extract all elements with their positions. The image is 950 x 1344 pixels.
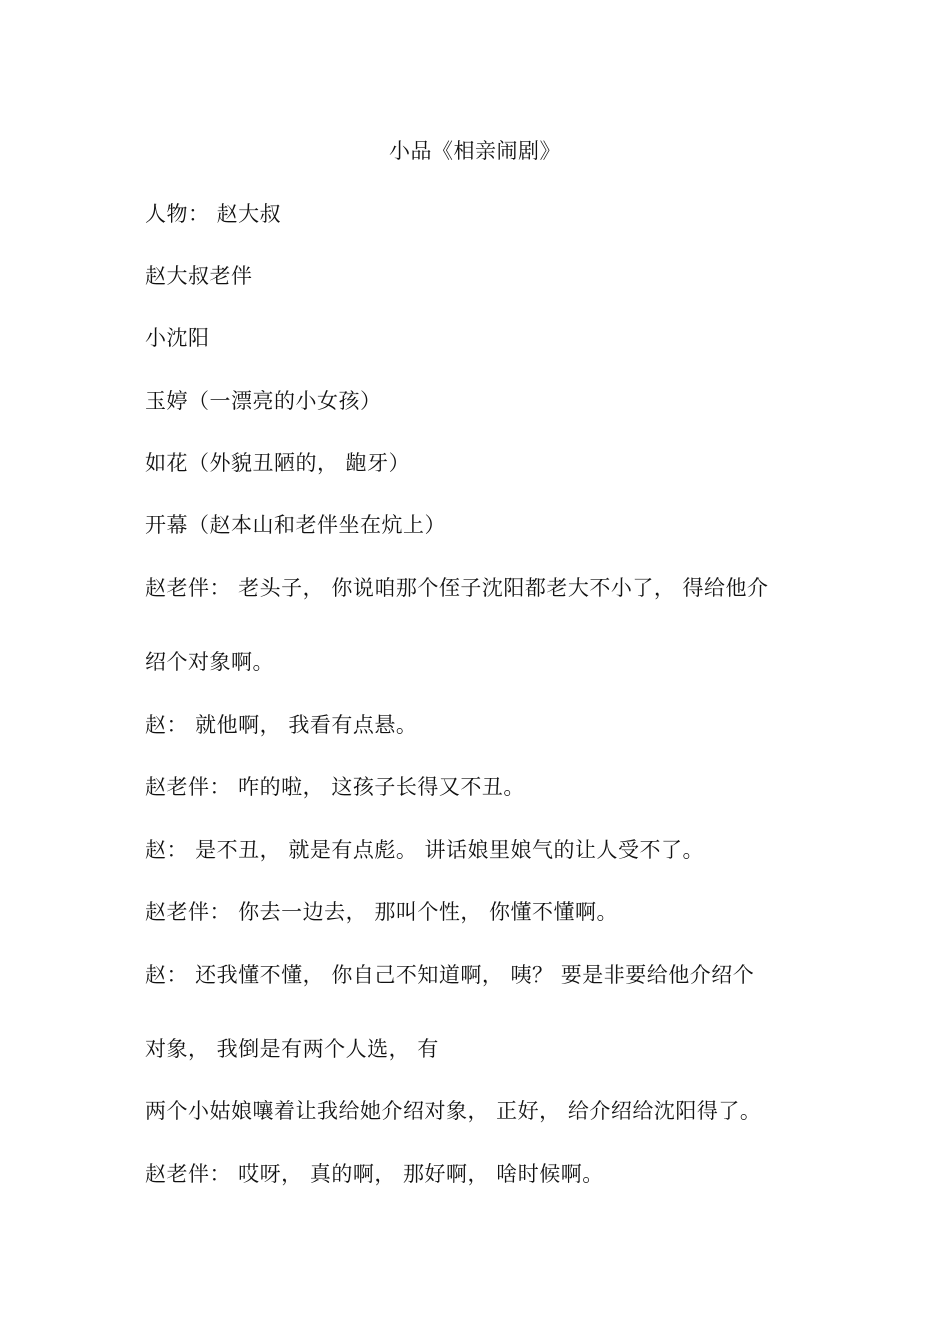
dialogue-line: 赵老伴： 老头子， 你说咱那个侄子沈阳都老大不小了， 得给他介	[145, 576, 769, 600]
dialogue-line: 赵老伴： 你去一边去， 那叫个性， 你懂不懂啊。	[145, 900, 619, 924]
stage-direction: 开幕（赵本山和老伴坐在炕上）	[145, 513, 446, 537]
dialogue-line: 赵老伴： 咋的啦， 这孩子长得又不丑。	[145, 775, 525, 799]
character-entry: 玉婷（一漂亮的小女孩）	[145, 389, 382, 413]
dialogue-line: 绍个对象啊。	[145, 650, 274, 674]
dialogue-line: 赵： 就他啊， 我看有点悬。	[145, 713, 418, 737]
character-entry: 小沈阳	[145, 326, 210, 350]
dialogue-line: 对象， 我倒是有两个人选， 有	[145, 1037, 439, 1061]
character-entry: 如花（外貌丑陋的， 龅牙）	[145, 451, 411, 475]
dialogue-line: 赵老伴： 哎呀， 真的啊， 那好啊， 啥时候啊。	[145, 1162, 604, 1186]
dialogue-line: 赵： 还我懂不懂， 你自己不知道啊， 咦？ 要是非要给他介绍个	[145, 963, 755, 987]
dialogue-line: 赵： 是不丑， 就是有点彪。 讲话娘里娘气的让人受不了。	[145, 838, 705, 862]
dialogue-line: 两个小姑娘嚷着让我给她介绍对象， 正好， 给介绍给沈阳得了。	[145, 1099, 762, 1123]
script-title: 小品《相亲闹剧》	[389, 139, 561, 163]
character-list-heading: 人物： 赵大叔	[145, 202, 282, 226]
character-entry: 赵大叔老伴	[145, 264, 253, 288]
